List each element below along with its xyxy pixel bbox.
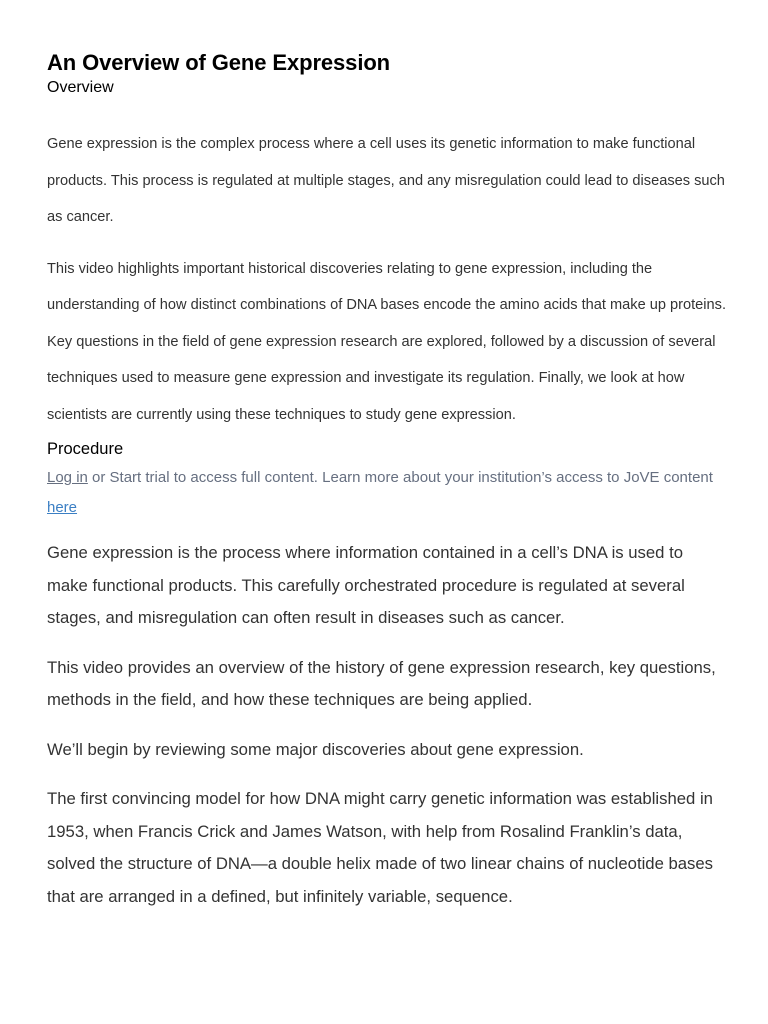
- transcript-section: [47, 537, 727, 913]
- article-page: [47, 48, 727, 930]
- procedure-heading: Procedure: [47, 440, 124, 458]
- abstract-section: [47, 126, 727, 433]
- institution-access-here-link[interactable]: here: [47, 499, 78, 516]
- transcript-paragraph-4: The first convincing model for how DNA might carry genetic information was established in 1953, when Francis Crick and James Watson, with help from Rosalind Franklin’s data, solved the structure of DNA—a double helix made of two linear chains of nucleotide bases that are arranged in a defined, but infinitely variable, sequence.: [47, 789, 714, 906]
- abstract-paragraph-2: This video highlights important historical discoveries relating to gene expression, including the understanding of how distinct combinations of DNA bases encode the amino acids that make up proteins. Key questions in the field of gene expression research are explored, followed by a discussion of several techniques used to measure gene expression and investigate its regulation. Finally, we look at how scientists are currently using these techniques to study gene expression.: [47, 260, 727, 423]
- article-title: An Overview of Gene Expression: [47, 50, 391, 75]
- transcript-paragraph-3: We’ll begin by reviewing some major discoveries about gene expression.: [47, 739, 584, 759]
- transcript-paragraph-2: This video provides an overview of the history of gene expression research, key questions, methods in the field, and how these techniques are being applied.: [47, 657, 716, 709]
- login-link[interactable]: Log in: [47, 469, 88, 486]
- transcript-paragraph-1: Gene expression is the process where information contained in a cell’s DNA is used to make functional products. This carefully orchestrated procedure is regulated at several stages, and misregulation can often result in diseases such as cancer.: [47, 543, 685, 627]
- access-notice: [47, 463, 727, 523]
- abstract-paragraph-1: Gene expression is the complex process where a cell uses its genetic information to make functional products. This process is regulated at multiple stages, and any misregulation could lead to diseases such as cancer.: [47, 136, 725, 225]
- overview-heading: Overview: [47, 79, 114, 96]
- access-notice-text: or Start trial to access full content. Learn more about your institution’s access to JoVE content: [87, 469, 713, 486]
